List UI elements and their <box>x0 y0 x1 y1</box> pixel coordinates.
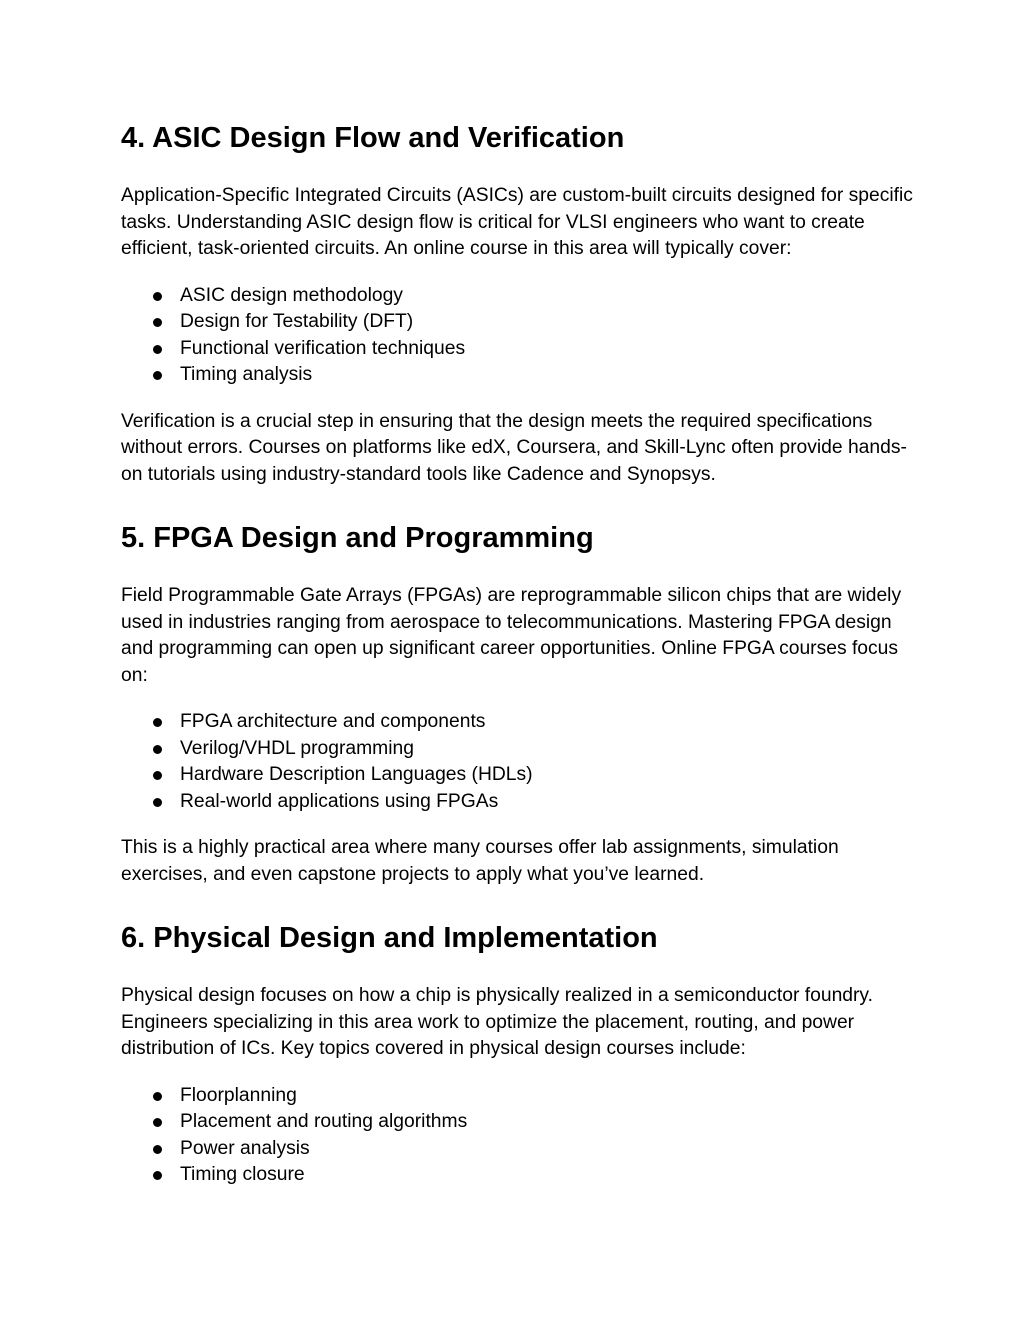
bullet-list <box>121 1083 921 1189</box>
list-item-text: Placement and routing algorithms <box>180 1111 468 1132</box>
list-item-text: Power analysis <box>180 1137 310 1159</box>
list-item <box>121 709 921 736</box>
list-item <box>121 1109 921 1136</box>
list-item-text: Verilog/VHDL programming <box>180 737 414 759</box>
section-asic-design-flow <box>121 118 921 488</box>
bullet-icon <box>153 292 162 301</box>
bullet-icon <box>153 345 162 354</box>
bullet-icon <box>153 318 162 327</box>
document-page <box>121 118 921 1209</box>
list-item <box>121 1136 921 1163</box>
bullet-list <box>121 709 921 815</box>
list-item-text: ASIC design methodology <box>180 284 403 306</box>
section-fpga-design <box>121 518 921 888</box>
bullet-icon <box>153 1092 162 1101</box>
bullet-icon <box>153 798 162 807</box>
section-intro-paragraph: Physical design focuses on how a chip is physically realized in a semiconductor foundry. Engineers specializing in this area work to optimize the placement, routing, and power distribution of ICs. Key topics covered in physical design courses include: <box>121 985 873 1059</box>
bullet-icon <box>153 1118 162 1127</box>
list-item-text: Real-world applications using FPGAs <box>180 790 499 812</box>
list-item <box>121 362 921 389</box>
section-outro-paragraph: Verification is a crucial step in ensuring that the design meets the required specifications without errors. Courses on platforms like edX, Coursera, and Skill-Lync often provide hands-on tutorials using industry-standard tools like Cadence and Synopsys. <box>121 410 907 485</box>
section-physical-design <box>121 918 921 1189</box>
section-intro-paragraph: Field Programmable Gate Arrays (FPGAs) are reprogrammable silicon chips that are widely used in industries ranging from aerospace to telecommunications. Mastering FPGA design and programming can open up significant career opportunities. Online FPGA courses focus on: <box>121 585 902 686</box>
list-item <box>121 1083 921 1110</box>
bullet-icon <box>153 1171 162 1180</box>
list-item-text: Functional verification techniques <box>180 337 466 359</box>
list-item <box>121 736 921 763</box>
list-item-text: Floorplanning <box>180 1084 297 1106</box>
section-heading: 4. ASIC Design Flow and Verification <box>121 122 625 154</box>
section-outro-paragraph: This is a highly practical area where many courses offer lab assignments, simulation exercises, and even capstone projects to apply what you’ve learned. <box>121 837 839 885</box>
bullet-icon <box>153 1145 162 1154</box>
list-item-text: Design for Testability (DFT) <box>180 311 414 332</box>
list-item-text: FPGA architecture and components <box>180 711 486 732</box>
list-item <box>121 762 921 789</box>
list-item-text: Timing analysis <box>180 364 313 385</box>
list-item-text: Hardware Description Languages (HDLs) <box>180 764 533 785</box>
bullet-icon <box>153 745 162 754</box>
section-intro-paragraph: Application-Specific Integrated Circuits (ASICs) are custom-built circuits designed for specific tasks. Understanding ASIC design flow is critical for VLSI engineers who want to create efficient, task-oriented circuits. An online course in this area will typically cover: <box>121 185 913 259</box>
list-item <box>121 336 921 363</box>
bullet-icon <box>153 771 162 780</box>
section-heading: 6. Physical Design and Implementation <box>121 922 658 954</box>
bullet-icon <box>153 371 162 380</box>
list-item <box>121 1162 921 1189</box>
list-item <box>121 283 921 310</box>
bullet-icon <box>153 718 162 727</box>
list-item <box>121 789 921 816</box>
bullet-list <box>121 283 921 389</box>
section-heading: 5. FPGA Design and Programming <box>121 522 594 554</box>
list-item <box>121 309 921 336</box>
list-item-text: Timing closure <box>180 1164 305 1185</box>
